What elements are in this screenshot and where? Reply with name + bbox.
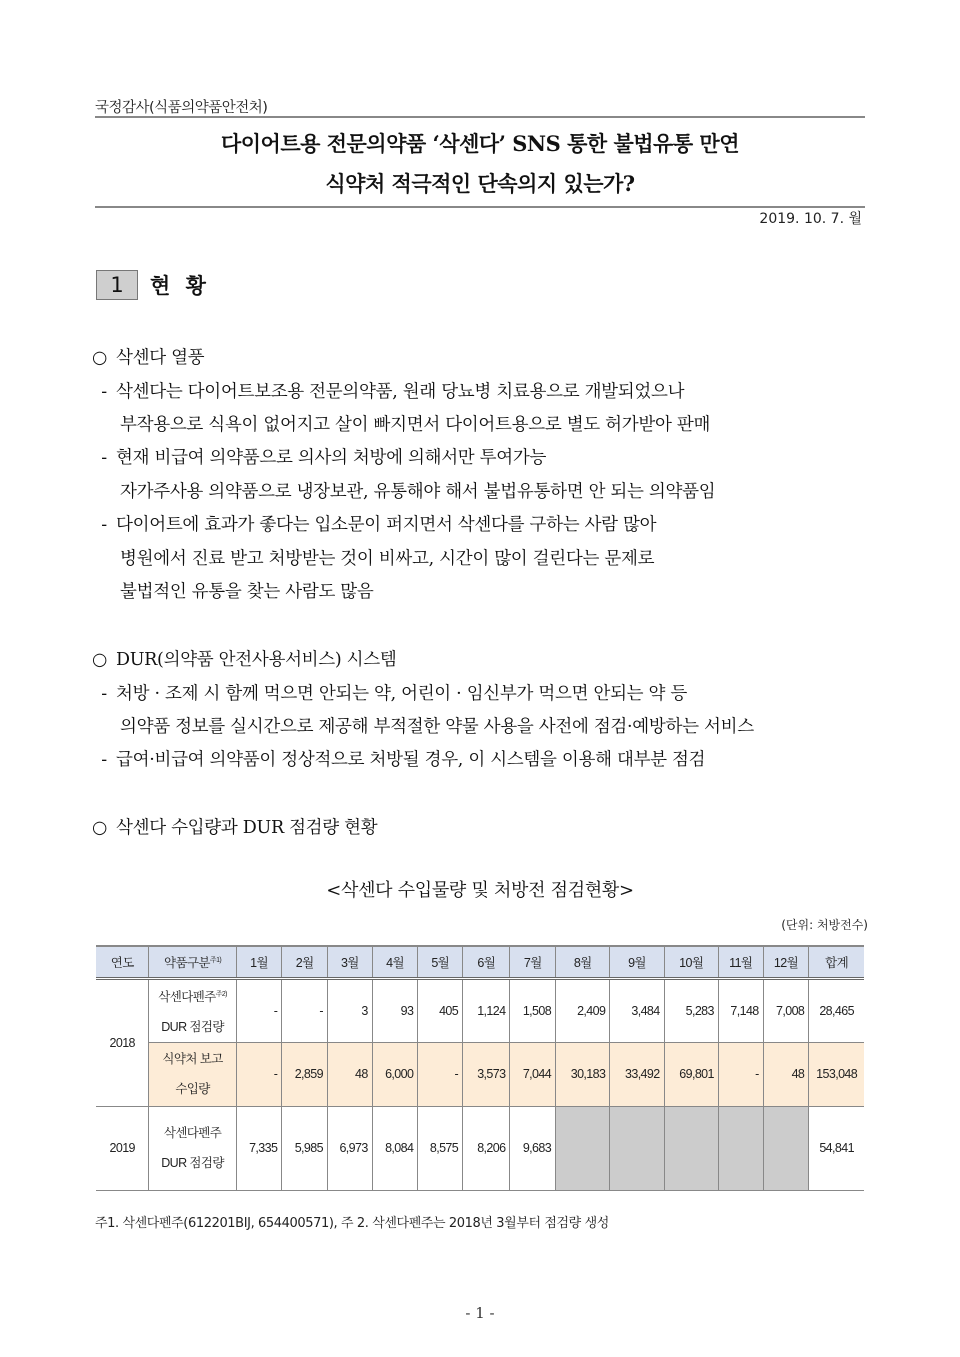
value-cell: 6,000 [372,1042,418,1106]
value-cell: 48 [327,1042,372,1106]
table-unit: (단위: 처방전수) [781,918,868,932]
header-month: 4월 [372,946,418,978]
header-month: 12월 [763,946,809,978]
value-cell: - [718,1042,763,1106]
table-row [96,978,864,1042]
bullet-item-text: 삭센다는 다이어트보조용 전문의약품, 원래 당뇨병 치료용으로 개발되었으나 [116,382,685,402]
total-cell: 28,465 [809,978,864,1042]
empty-cell [556,1106,610,1190]
bullet-heading: 삭센다 열풍 [116,348,205,368]
table-row [96,1042,864,1106]
value-cell: - [236,978,282,1042]
page-number: - 1 - [465,1304,495,1322]
value-cell: 7,148 [718,978,763,1042]
header-month: 9월 [610,946,664,978]
bullet-item-text: 다이어트에 효과가 좋다는 입소문이 퍼지면서 삭센다를 구하는 사람 많아 [116,515,657,535]
table-row [96,1106,864,1190]
dash-bullet-icon: - [101,750,107,770]
dash-bullet-icon: - [101,382,107,402]
header-month: 10월 [664,946,718,978]
document-date: 2019. 10. 7. 월 [759,211,862,227]
empty-cell [763,1106,809,1190]
header-month: 5월 [418,946,463,978]
value-cell: - [282,978,328,1042]
circle-bullet-icon: ○ [92,650,107,670]
value-cell: 33,492 [610,1042,664,1106]
value-cell: 7,008 [763,978,809,1042]
header-month: 2월 [282,946,328,978]
circle-bullet-icon: ○ [92,348,107,368]
value-cell: 8,575 [418,1106,463,1190]
value-cell: 8,084 [372,1106,418,1190]
header-rule-top [95,116,865,118]
header-year: 연도 [96,946,149,978]
value-cell: 3 [327,978,372,1042]
bullet-heading: DUR(의약품 안전사용서비스) 시스템 [116,650,397,670]
value-cell: 7,335 [236,1106,282,1190]
header-total: 합계 [809,946,864,978]
value-cell: 93 [372,978,418,1042]
bullet-item-text: 처방 · 조제 시 함께 먹으면 안되는 약, 어린이 · 임신부가 먹으면 안되는 약 등 [116,684,688,704]
total-cell: 153,048 [809,1042,864,1106]
document-category: 국정감사(식품의약품안전처) [95,100,268,116]
bullet-item-text: 병원에서 진료 받고 처방받는 것이 비싸고, 시간이 많이 걸린다는 문제로 [120,549,655,569]
value-cell: 6,973 [327,1106,372,1190]
section-title: 현 황 [150,274,210,298]
document-title-line1: 다이어트용 전문의약품 ‘삭센다’ SNS 통한 불법유통 만연 [220,131,740,156]
header-month: 3월 [327,946,372,978]
header-category: 약품구분$^{주1)}$ [149,946,236,978]
header-month: 8월 [556,946,610,978]
header-month: 11월 [718,946,763,978]
empty-cell [718,1106,763,1190]
table-footnote: 주1. 삭센다펜주(612201BIJ, 654400571), 주 2. 삭센다펜주는 2018년 3월부터 점검량 생성 [95,1216,609,1231]
category-cell: 삭센다펜주$^{주2)}$ DUR 점검량 [149,978,236,1042]
value-cell: 30,183 [556,1042,610,1106]
value-cell: 48 [763,1042,809,1106]
header-month: 1월 [236,946,282,978]
dash-bullet-icon: - [101,448,107,468]
value-cell: - [418,1042,463,1106]
table-header-row [96,946,864,978]
value-cell: 1,508 [510,978,556,1042]
dash-bullet-icon: - [101,684,107,704]
value-cell: 69,801 [664,1042,718,1106]
category-cell: 삭센다펜주 DUR 점검량 [149,1106,236,1190]
import-inspection-table [96,945,864,1191]
footnote-marker: 주1) [209,956,222,964]
circle-bullet-icon: ○ [92,818,107,838]
value-cell: 8,206 [463,1106,510,1190]
value-cell: 7,044 [510,1042,556,1106]
document-title-line2: 식약처 적극적인 단속의지 있는가? [325,171,635,196]
header-month: 7월 [510,946,556,978]
section-number-box: 1 [96,270,138,300]
bullet-item-text: 의약품 정보를 실시간으로 제공해 부적절한 약물 사용을 사전에 점검·예방하는 서비스 [120,717,754,737]
year-cell: 2019 [96,1106,149,1190]
bullet-heading: 삭센다 수입량과 DUR 점검량 현황 [116,818,378,838]
category-cell: 식약처 보고 수입량 [149,1042,236,1106]
value-cell: 5,985 [282,1106,328,1190]
header-rule-bottom [95,206,865,208]
bullet-item-text: 불법적인 유통을 찾는 사람도 많음 [120,582,374,602]
value-cell: 2,409 [556,978,610,1042]
bullet-item-text: 급여·비급여 의약품이 정상적으로 처방될 경우, 이 시스템을 이용해 대부분 점검 [116,750,706,770]
dash-bullet-icon: - [101,515,107,535]
total-cell: 54,841 [809,1106,864,1190]
value-cell: 5,283 [664,978,718,1042]
value-cell: 1,124 [463,978,510,1042]
bullet-item-text: 부작용으로 식욕이 없어지고 살이 빠지면서 다이어트용으로 별도 허가받아 판매 [120,415,711,435]
section-heading [96,270,210,300]
value-cell: - [236,1042,282,1106]
bullet-item-text: 자가주사용 의약품으로 냉장보관, 유통해야 해서 불법유통하면 안 되는 의약품임 [120,482,716,502]
bullet-item-text: 현재 비급여 의약품으로 의사의 처방에 의해서만 투여가능 [116,448,547,468]
value-cell: 2,859 [282,1042,328,1106]
value-cell: 9,683 [510,1106,556,1190]
value-cell: 3,484 [610,978,664,1042]
header-month: 6월 [463,946,510,978]
empty-cell [610,1106,664,1190]
value-cell: 3,573 [463,1042,510,1106]
value-cell: 405 [418,978,463,1042]
empty-cell [664,1106,718,1190]
year-cell: 2018 [96,978,149,1106]
table-caption: <삭센다 수입물량 및 처방전 점검현황> [326,880,634,901]
